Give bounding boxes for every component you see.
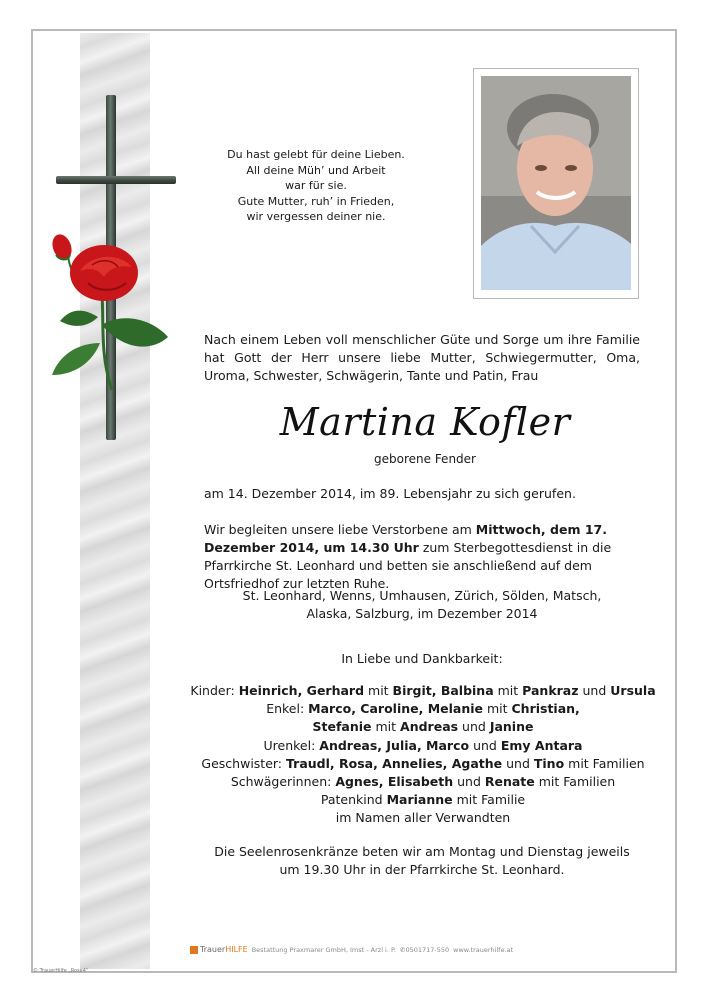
verse-poem	[206, 147, 426, 225]
intro-text: Nach einem Leben voll menschlicher Güte und Sorge um ihre Familie hat Gott der Herr unsere liebe Mutter, Schwiegermutter, Oma, Uroma, Schwester, Schwägerin, Tante und Patin, Frau	[204, 332, 640, 383]
mourner-name: Emy Antara	[500, 737, 583, 753]
portrait-photo	[481, 76, 631, 290]
brand-name-a: Trauer	[200, 945, 226, 954]
mourner-name: Marianne	[386, 792, 453, 808]
place-line: St. Leonhard, Wenns, Umhausen, Zürich, Sölden, Matsch,	[242, 588, 602, 603]
mourner-text: und	[453, 774, 485, 790]
mourner-text: und	[458, 719, 490, 735]
verse-line: Du hast gelebt für deine Lieben.	[227, 148, 405, 161]
mourner-label: Patenkind	[320, 792, 387, 808]
mourner-name: Birgit, Balbina	[392, 683, 494, 698]
mourner-row-geschwister	[180, 755, 666, 773]
verse-line: Gute Mutter, ruh’ in Frieden,	[237, 194, 395, 208]
mourner-text: und	[578, 683, 611, 698]
verse-line: wir vergessen deiner nie.	[246, 210, 386, 223]
mourner-text: mit Familien	[564, 755, 645, 771]
maiden-name: geborene Fender	[374, 452, 476, 466]
deceased-name: Martina Kofler	[279, 400, 571, 444]
phone-number: 0501717-550	[405, 945, 450, 954]
mourner-row-kinder	[180, 682, 666, 700]
place-line: Alaska, Salzburg, im Dezember 2014	[306, 606, 538, 621]
website-link[interactable]: www.trauerhilfe.at	[453, 945, 514, 954]
mourner-text: mit	[364, 683, 393, 698]
mourner-name: Traudl, Rosa, Annelies, Agathe	[286, 755, 503, 771]
mourner-text: und	[502, 755, 534, 771]
copyright-note: © TrauerHilfe „Rose4“	[33, 968, 89, 974]
funeral-date: Mittwoch, dem 17. Dezember 2014, um 14.30 Uhr	[204, 522, 607, 555]
mourner-text: mit Familien	[534, 774, 616, 790]
cross-bar	[56, 176, 176, 184]
mourner-row-patenkind	[180, 791, 666, 809]
mourner-label: Urenkel:	[263, 737, 320, 753]
mourner-text: mit	[483, 701, 512, 717]
mourner-name: Agnes, Elisabeth	[335, 774, 454, 790]
mourner-name: Tino	[533, 755, 565, 771]
funeral-info	[204, 521, 640, 593]
mourner-row-enkel	[180, 700, 666, 718]
death-notice: am 14. Dezember 2014, im 89. Lebensjahr zu sich gerufen.	[204, 486, 576, 501]
mourner-text: mit	[493, 683, 523, 698]
rose-icon	[40, 225, 180, 395]
mourner-label: Enkel:	[266, 701, 309, 717]
mourner-name: Marco, Caroline, Melanie	[308, 701, 483, 717]
funeral-text: Wir begleiten unsere liebe Verstorbene am	[204, 522, 476, 537]
mourner-label: Geschwister:	[201, 755, 286, 771]
rosary-line: um 19.30 Uhr in der Pfarrkirche St. Leonhard.	[279, 862, 565, 877]
mourner-label: Kinder:	[190, 683, 239, 698]
mourner-name: Andreas, Julia, Marco	[319, 737, 470, 753]
mourner-label: Schwägerinnen:	[230, 774, 336, 790]
mourner-name: Renate	[484, 774, 535, 790]
mourner-name: Pankraz	[522, 683, 579, 698]
funeral-text: zum Sterbegottesdienst in die Pfarrkirche St. Leonhard und betten sie anschließend auf dem Ortsfriedhof zur letzten Ruhe.	[204, 540, 612, 591]
mourner-name: Heinrich, Gerhard	[238, 683, 365, 698]
brand-name-b: HILFE	[225, 945, 248, 954]
mourner-text: mit	[371, 719, 401, 735]
mourner-text: mit Familie	[452, 792, 526, 808]
mourner-name: Christian,	[511, 701, 580, 717]
place-date	[204, 587, 640, 623]
mourner-row-schwaegerinnen	[180, 773, 666, 791]
phone-icon: ✆	[399, 945, 406, 954]
mourner-row-verwandte: im Namen aller Verwandten	[335, 810, 511, 826]
mourner-name: Janine	[489, 719, 534, 735]
mourner-name: Stefanie	[312, 719, 372, 735]
mourner-text: und	[469, 737, 501, 753]
love-line: In Liebe und Dankbarkeit:	[341, 651, 503, 666]
rosary-line: Die Seelenrosenkränze beten wir am Montag und Dienstag jeweils	[214, 844, 630, 859]
mourner-name: Andreas	[400, 719, 459, 735]
mourner-row-urenkel	[180, 737, 666, 755]
mourner-row-enkel-cont	[180, 718, 666, 736]
verse-line: All deine Müh’ und Arbeit	[246, 163, 386, 177]
mourner-name: Ursula	[610, 683, 656, 698]
company-name: Bestattung Praxmarer GmbH, Imst - Arzl i. P.	[251, 945, 396, 954]
mourners-list	[180, 682, 666, 828]
verse-line: war für sie.	[285, 179, 347, 192]
rosary-info	[204, 843, 640, 879]
trauerhilfe-logo-icon	[190, 946, 198, 954]
footer-bar	[190, 945, 550, 954]
